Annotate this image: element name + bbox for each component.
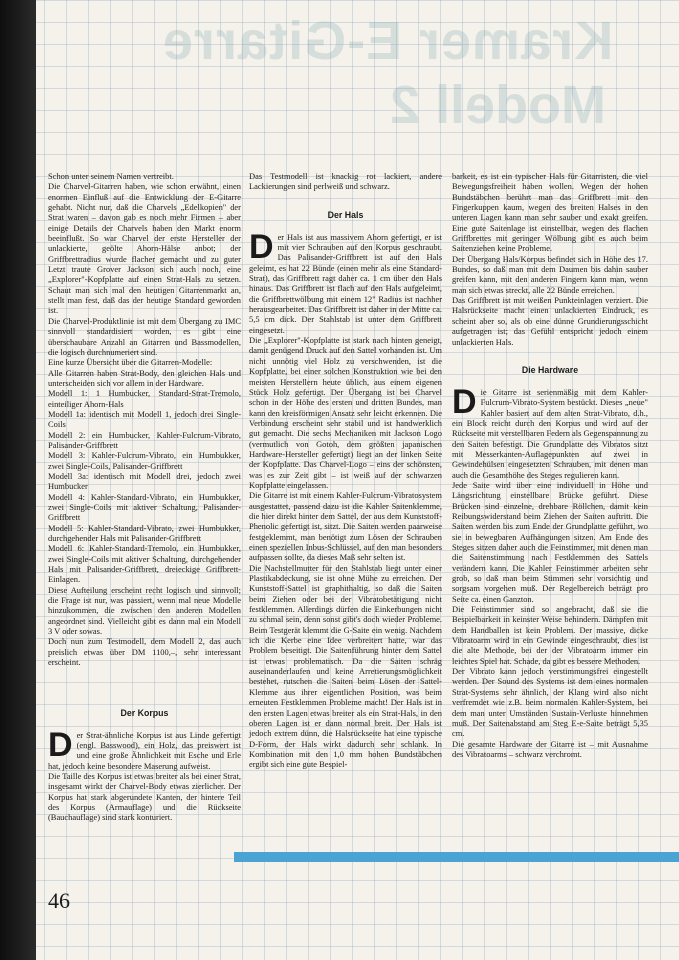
text-column-1 xyxy=(48,171,241,823)
paragraph: Modell 4: Kahler-Standard-Vibrato, ein Humbukker, zwei Single-Coils mit aktiver Schaltung, Palisander-Griffbrett xyxy=(48,491,241,523)
paragraph: Der Übergang Hals/Korpus befindet sich in Höhe des 17. Bundes, so daß man mit dem Daumen bis dahin sauber greifen kann, mit den anderen Fingern kann man, wenn man sich etwas streckt, alle 22 Bünde erreichen. xyxy=(452,253,648,295)
spacer xyxy=(249,221,442,232)
spacer xyxy=(249,192,442,210)
page-number: 46 xyxy=(48,888,70,913)
paragraph: Die Feinstimmer sind so angebracht, daß sie die Bespielbarkeit in keinster Weise behindern. Dämpfen mit dem Handballen ist kein Problem. Der massive, dicke Vibratoarm wird in ein Gewinde eingeschraubt, dies ist die alte Methode, bei der der Vibratoarm immer ein leichtes Spiel hat. Schade, da gibt es bessere Methoden. xyxy=(452,604,648,666)
paragraph: Die Charvel-Gitarren haben, wie schon erwähnt, einen enormen Einfluß auf die Entwicklung der E-Gitarre gehabt. Nicht nur, daß die Charvels „Edelkopien" der Strat waren – davon gab es noch mehr Firmen – aber einige Details der Charvels haben den Markt enorm beeinflußt. So war Charvel der erste Hersteller der unlackierte, geölte Ahorn-Hälse anbot; der Griffbrettradius wurde flacher gemacht und zu guter Letzt traute Grover Jackson sich auch noch, eine „Explorer"-Kopfplatte auf einen Strat-Hals zu setzen. Schaut man sich mal den heutigen Gitarrenmarkt an, stellt man fest, daß das der heutige Standard geworden ist. xyxy=(48,181,241,316)
paragraph: Modell 5: Kahler-Standard-Vibrato, zwei Humbukker, durchgehender Hals mit Palisander-Griffbrett xyxy=(48,522,241,544)
lead-paragraph: Die Gitarre ist serienmäßig mit dem Kahler-Fulcrum-Vibrato-System bestückt. Dieses „neue" Kahler basiert auf dem alten Strat-Vibrato, d.h., ein Block reicht durch den Korpus und wird auf der Rückseite mit verstellbaren Federn als Gegenspannung zu den Saiten befestigt. Die Grundplatte des Vibratos sitzt mit Messerkanten-Auflagepunkten auf zwei in Gewindehülsen eingesetzten Schrauben, mit denen man auch die Gesamthöhe des Steges regulieren kann. xyxy=(452,382,648,480)
ghost-heading-line-1: Kramer E-Gitarre xyxy=(162,11,614,71)
accent-stripe xyxy=(234,852,679,862)
spacer xyxy=(452,347,648,365)
paragraph: Modell 3: Kahler-Fulcrum-Vibrato, ein Humbukker, zwei Single-Coils, Palisander-Griffbrett xyxy=(48,450,241,471)
paragraph: Das Testmodell ist knackig rot lackiert, andere Lackierungen sind perlweiß und schwarz. xyxy=(249,171,442,192)
paragraph: Alle Gitarren haben Strat-Body, den gleichen Hals und unterscheiden sich vor allem in der Hardware. xyxy=(48,367,241,388)
paragraph: Schon unter seinem Namen vertreibt. xyxy=(48,171,174,181)
paragraph: Die „Explorer"-Kopfplatte ist stark nach hinten geneigt, damit genügend Druck auf den Sattel vorhanden ist. Um nicht unnötig viel Holz zu verschwenden, ist die Kopfplatte, bei einer solchen Konstruktion wie bei den meisten Herstellern heute üblich, aus einem eigenen Stück Holz gefertigt. Der Übergang ist bei Charvel schon in der Höhe des ersten und dritten Bundes, man kann den kreisförmigen Ansatz sehr leicht erkennen. Die Verbindung erscheint sehr stabil und ist handwerklich gut gemacht. Die sechs Mechaniken mit Jackson Logo (vermutlich von Gotoh, dem größten japanischen Hardware-Hersteller gefertigt) liegt an der linken Seite der Kopfplatte. Das Charvel-Logo – eins der schönsten, was es zur Zeit gibt – ist weiß auf der schwarzen Kopfplatte eingelassen. xyxy=(249,335,442,490)
paragraph: Der Vibrato kann jedoch verstimmungsfrei eingestellt werden. Der Sound des Systems ist dem eines normalen Strat-Systems sehr ähnlich, der Klang wird also nicht verfremdet wie z.B. beim normalen Kahler-System, bei dem man unter Umständen Sustain-Verluste hinnehmen muß. Der Saitenabstand am Steg E-e-Saite beträgt 5,35 cm. xyxy=(452,666,648,739)
spacer xyxy=(48,668,241,708)
binding-spine xyxy=(0,0,36,960)
paragraph: Diese Aufteilung erscheint recht logisch und sinnvoll; die Frage ist nur, was passiert, wenn mal neue Modelle hinzukommen, die zwischen den anderen Modellen angeordnet sind. Vielleicht gibt es dann mal ein Modell 3 V oder sowas. xyxy=(48,584,241,637)
lead-paragraph: Der Hals ist aus massivem Ahorn gefertigt, er ist mit vier Schrauben auf den Korpus geschraubt. Das Palisander-Griffbrett ist auf den Hals geleimt, es hat 22 Bünde (einen mehr als eine Standard-Strat), das Griffbrett ragt daher ca. 1 cm über den Hals hinaus. Das Griffbrett ist flach auf den Hals aufgeleimt, die Griffbrettwölbung mit einem 12" Radius ist nachher herausgearbeitet. Das Griffbrett ist daher in der Mitte ca. 5,5 cm dick. Der Stahlstab ist unter dem Griffbrett eingesetzt. xyxy=(249,227,442,335)
paragraph: Doch nun zum Testmodell, dem Modell 2, das auch preislich etwas über DM 1100,–, sehr interessant erscheint. xyxy=(48,636,241,668)
paragraph: Jede Saite wird über eine individuell in Höhe und Längsrichtung einstellbare Brücke geführt. Diese Brücken sind einzelne, drehbare Röllchen, damit kein Reibungswiderstand beim Ziehen der Saiten auftritt. Die Saiten werden bis zum Ende der Grundplatte geführt, wo sie in bewegbaren Aufhängungen sitzen. Am Ende des Steges sitzen daher auch die Feinstimmer, mit denen man die Saitenstimmung nach Festklemmen des Sattels verändern kann. Die Kahler Feinstimmer arbeiten sehr grob, so daß man beim Stimmen sehr vorsichtig und sorgsam vorgehen muß. Der Regelbereich beträgt pro Seite ca. einen Ganzton. xyxy=(452,479,648,604)
paragraph: Die Charvel-Produktlinie ist mit dem Übergang zu IMC sinnvoll standardisiert worden, es gibt eine überschaubare Anzahl an Gitarren und Bassmodellen, die logisch durchnumeriert sind. xyxy=(48,315,241,357)
paragraph: Modell 3a: identisch mit Modell drei, jedoch zwei Humbucker xyxy=(48,470,241,492)
paragraph: Modell 6: Kahler-Standard-Tremolo, ein Humbukker, zwei Single-Coils mit aktiver Schaltung, durchgehender Hals mit Palisander-Griffbrett, dreieckige Griffbrett-Einlagen. xyxy=(48,543,241,585)
spacer xyxy=(452,376,648,387)
paragraph: Modell 2: ein Humbucker, Kahler-Fulcrum-Vibrato, Palisander-Griffbrett xyxy=(48,429,241,450)
text-column-2 xyxy=(249,171,442,770)
text-column-3 xyxy=(452,171,648,759)
spacer xyxy=(48,719,241,730)
paragraph: Das Griffbrett ist mit weißen Punkteinlagen verziert. Die Halsrückseite macht einen unlackierten Eindruck, es scheint aber so, als ob eine dünne Grundierungsschicht aufgetragen ist; das Gefühl entspricht jedoch einem unlackierten Hals. xyxy=(452,295,648,347)
ghost-heading-line-2: Modell 2 xyxy=(390,75,607,135)
paragraph: Die gesamte Hardware der Gitarre ist – mit Ausnahme des Vibratoarms – schwarz verchromt. xyxy=(452,738,648,759)
section-heading: Der Hals xyxy=(327,209,364,220)
ghost-heading xyxy=(150,10,679,160)
paragraph: Modell 1: 1 Humbucker, Standard-Strat-Tremolo, einteiliger Ahorn-Hals xyxy=(48,388,241,409)
section-heading: Die Hardware xyxy=(521,364,579,375)
section-heading: Der Korpus xyxy=(120,707,169,718)
paragraph: barkeit, es ist ein typischer Hals für Gitarristen, die viel Bewegungsfreiheit haben wollen. Wegen der hohen Bundstäbchen berührt man das Griffbrett mit den Fingerkuppen kaum, wegen des breiten Halses in den unteren Lagen kann man sehr sauber und exakt greifen. Eine gute Saitenlage ist einstellbar, wegen des flachen Griffbrettes mit geringer Wölbung gibt es auch beim Saitenziehen keine Probleme. xyxy=(452,171,648,254)
paragraph: Modell 1a: identisch mit Modell 1, jedoch drei Single-Coils xyxy=(48,408,241,430)
paragraph: Die Gitarre ist mit einem Kahler-Fulcrum-Vibratosystem ausgestattet, passend dazu ist die Kahler Saitenklemme, die hier direkt hinter dem Sattel, der aus dem Kunststoff-Phenolic gefertigt ist, sitzt. Die Saiten werden paarweise festgeklemmt, man benötigt zum Lösen der Schrauben einen speziellen Inbus-Schlüssel, auf den man besonders aufpassen sollte, da dieses Maß sehr selten ist. xyxy=(249,490,442,563)
paragraph: Eine kurze Übersicht über die Gitarren-Modelle: xyxy=(48,357,213,368)
paragraph: Die Nachstellmutter für den Stahlstab liegt unter einer Plastikabdeckung, sie ist ohne Mühe zu erreichen. Der Kunststoff-Sattel ist graphithaltig, so daß die Saiten beim Ziehen oder bei der Vibratobetätigung nicht festklemmen. Allerdings dürfen die Einkerbungen nicht zu schmal sein, denn sonst gibt's doch wieder Probleme. Beim Testgerät klemmt die G-Saite ein wenig. Nachdem ich die Kerbe eine Idee verbreitert hatte, war das Problem beseitigt. Die Saitenführung hinter dem Sattel ist etwas problematisch. Da die Saiten schräg auseinanderlaufen und keine Arretierungsmöglichkeit bestehet, rutschen die Saiten beim Lösen der Sattel-Klemme aus ihrer eigentlichen Position, was beim erneuten Festklemmen Probleme macht! Der Hals ist in den ersten Lagen etwas breiter als ein Strat-Hals, in den oberen Lagen ist er dann normal breit. Der Hals ist jedoch extrem dünn, die Halsrückseite hat eine typische D-Form, der Hals wirkt dadurch sehr schlank. In Kombination mit den 1,0 mm hohen Bundstäbchen ergibt sich eine gute Bespiel- xyxy=(249,562,442,770)
lead-paragraph: Der Strat-ähnliche Korpus ist aus Linde gefertigt (engl. Basswood), ein Holz, das preiswert ist und eine große Ähnlichkeit mit Esche und Erle hat, jedoch keine besondere Maserung aufweist. xyxy=(48,725,241,771)
paragraph: Die Taille des Korpus ist etwas breiter als bei einer Strat, insgesamt wirkt der Charvel-Body etwas zierlicher. Der Korpus hat stark abgerundete Kanten, der hintere Teil des Korpus (Armauflage) und die Rückseite (Bauchauflage) sind stark konturiert. xyxy=(48,770,241,823)
